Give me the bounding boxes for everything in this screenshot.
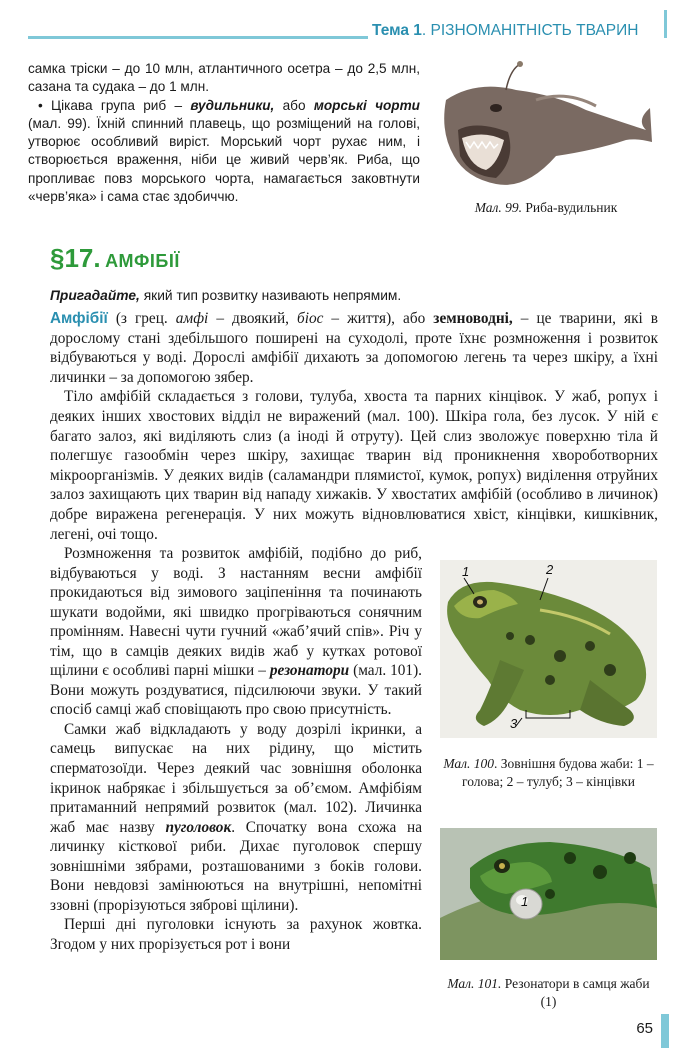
column-text xyxy=(50,544,422,954)
paragraph-development xyxy=(50,720,422,915)
caption-101 xyxy=(440,975,657,1011)
term-vudylnyky: вудильники, xyxy=(190,97,275,113)
anglerfish-bullet xyxy=(28,97,420,207)
caption-101-num: Мал. 101. xyxy=(447,976,502,991)
caption-100 xyxy=(440,755,657,791)
p3-a: Розмноження та розвиток амфібій, подібно до риб, відбуваються у воді. З настанням весни амфібії прокидаються від зимового заціпеніння та починають шукати водойми, які швидко прогріваються сонячним промінням. Навесні чути гучний «жаб’ячий спів». Річ у тім, що в самців деяких видів жаб у кутках ротової щілини є особливі парні мішки – xyxy=(50,545,422,680)
paragraph-tadpoles: Перші дні пуголовки існують за рахунок жовтка. Згодом у них прорізується рот і вони xyxy=(50,916,422,953)
main-text xyxy=(50,309,658,544)
header-rule xyxy=(28,36,368,39)
p1-d: – це тварини, які в дорослому стані здебільшого поширені на суходолі, проте їхнє розмноження і розвиток відбуваються у воді. Дорослі амфібії дихають за допомогою легень та через шкіру, а їхні личинки – за допомогою зябер. xyxy=(50,310,659,386)
figure-101-resonators xyxy=(440,828,657,960)
topic-header xyxy=(372,22,638,40)
term-rezonatory: резонатори xyxy=(269,662,350,680)
top-paragraph xyxy=(28,60,420,206)
frog-label-2: 2 xyxy=(546,562,554,577)
p4-a: Самки жаб відкладають у воду дозрілі ікринки, а самець випускає на них рідину, що містить сперматозоїди. Через деякий час зовнішня оболонка ікринок набрякає і збільшується за об’ємом. Амфібіям притаманний непрямий розвиток (мал. 102). Личинка жаб має назву xyxy=(50,720,422,836)
term-pugolovok: пуголовок xyxy=(165,818,232,836)
page-number: 65 xyxy=(636,1020,653,1037)
section-number: §17. xyxy=(50,243,101,273)
top-line: самка тріски – до 10 млн, атлантичного осетра – до 2,5 млн, сазана та судака – до 1 млн. xyxy=(28,61,420,95)
p1-a: (з грец. xyxy=(107,310,176,327)
term-morski-chorty: морські чорти xyxy=(313,97,420,113)
paragraph-reproduction xyxy=(50,544,422,720)
topic-title: . РІЗНОМАНІТНІСТЬ ТВАРИН xyxy=(421,22,639,39)
recall-rest: який тип розвитку називають непрямим. xyxy=(139,288,402,303)
figure-99-anglerfish xyxy=(436,60,656,190)
p4-b: . Спочатку вона схожа на личинку кісткової риби. Дихає пуголовок спершу зовнішніми зябрами, розташованими з боків голови. Вони невдовзі замінюються на внутрішні, непомітні ззовні (прорізуються зяброві щілини). xyxy=(50,818,422,914)
section-name: АМФІБІЇ xyxy=(105,251,180,271)
bullet-intro: • Цікава група риб – xyxy=(38,97,191,113)
caption-100-num: Мал. 100 xyxy=(443,756,495,771)
resonator-label-1: 1 xyxy=(521,894,529,909)
caption-100-text: . Зовнішня будова жаби: 1 – голова; 2 – тулуб; 3 – кінцівки xyxy=(462,756,654,789)
figure-100-frog xyxy=(440,560,657,738)
bullet-mid: або xyxy=(274,97,314,113)
caption-99-text: Риба-вудильник xyxy=(522,200,618,215)
word-amfi: амфі xyxy=(175,310,209,327)
caption-99 xyxy=(436,199,656,217)
p3-b: (мал. 101). Вони можуть роздуватися, підсилюючи звуки. У такий спосіб самці жаб сповіщають про свою присутність. xyxy=(50,662,422,719)
frog-label-3: 3 xyxy=(510,716,518,731)
frog-image xyxy=(440,560,657,738)
page-edge-bar xyxy=(661,1014,669,1048)
paragraph-amphibians-definition xyxy=(50,309,658,387)
caption-101-text: Резонатори в самця жаби (1) xyxy=(501,976,650,1009)
term-amfibii: Амфібії xyxy=(50,310,108,327)
frog-label-1: 1 xyxy=(462,564,470,579)
bullet-rest: (мал. 99). Їхній спинний плавець, що розміщений на голові, утворює особливий виріст. Морський чорт рухає ним, і створюється враження, ніби це живий черв’як. Риба, що пропливає повз морського чорта, намагається заковтнути «черв’яка» і сама стає здобиччю. xyxy=(28,115,420,205)
topic-label: Тема 1 xyxy=(372,22,422,39)
term-zemnovodni: земноводні, xyxy=(433,310,513,327)
anglerfish-image xyxy=(436,60,656,190)
paragraph-body-structure: Тіло амфібій складається з голови, тулуба, хвоста та парних кінцівок. У жаб, ропух і деяких інших хвостових відділ не виражений (мал. 100). Шкіра гола, без лусок. У ній є багато залоз, які виділяють слиз (а іноді й отруту). Цей слиз зволожує поверхню тіла й полегшує газообмін через шкіру, захищає тварин від проникнення хвороботворних мікроорганізмів. У деяких видів (саламандри плямистої, кумок, ропух) виділення отруйних залоз захищають цих тварин від нападу хижаків. У хвостатих амфібій (особливо в личинок) добре виражена регенерація. У них можуть відновлюватися хвіст, кінцівки, кишківник, легені, очі тощо. xyxy=(50,388,658,543)
header-corner-bar xyxy=(664,10,667,38)
section-title xyxy=(50,243,180,274)
p1-b: – двоякий, xyxy=(208,310,297,327)
recall-prompt xyxy=(50,288,401,303)
resonator-frog-image xyxy=(440,828,657,960)
recall-bold: Пригадайте, xyxy=(50,288,140,303)
caption-99-num: Мал. 99. xyxy=(474,200,523,215)
p1-c: – життя), або xyxy=(323,310,434,327)
word-bios: біос xyxy=(297,310,324,327)
